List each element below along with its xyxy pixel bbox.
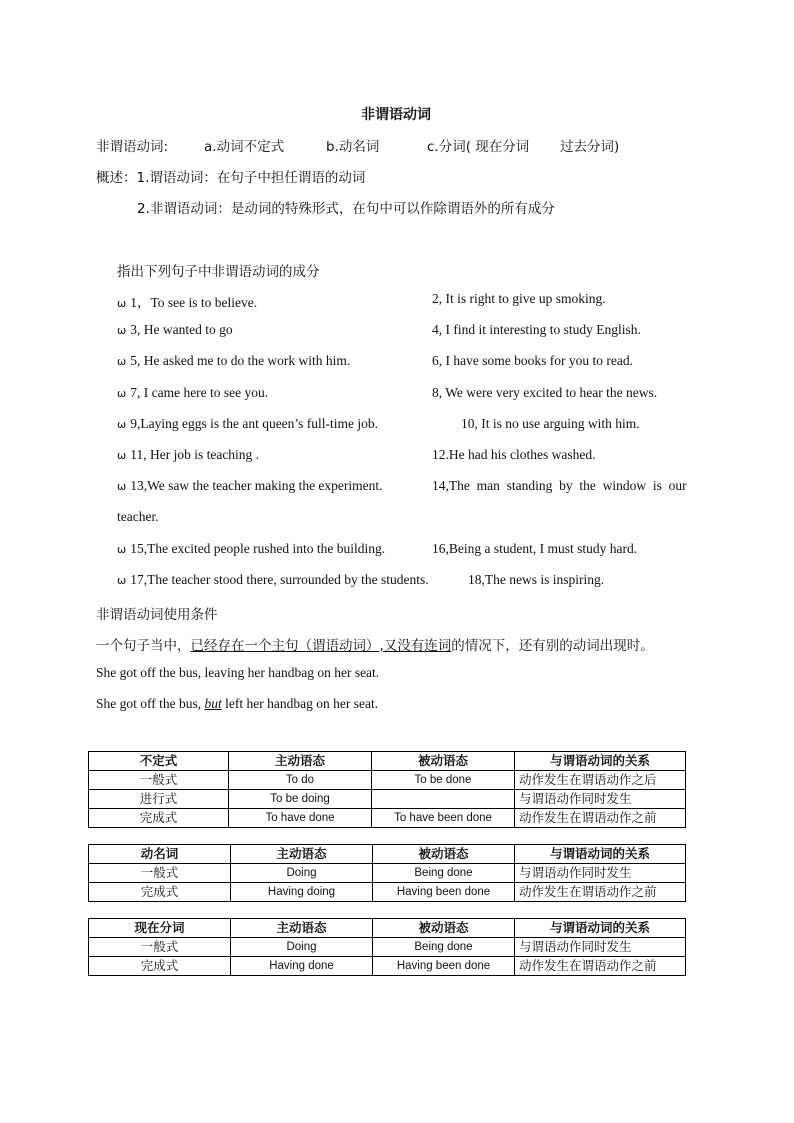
table-cell: Having been done [373, 957, 515, 976]
exercise-item-wrap: teacher. [117, 509, 159, 524]
table-cell: 一般式 [89, 771, 229, 790]
table-cell: 一般式 [89, 864, 231, 883]
table-cell: To do [229, 771, 372, 790]
table-cell: 完成式 [89, 957, 231, 976]
table-cell: To have been done [372, 809, 515, 828]
conditions-rule: 一个句子当中，已经存在一个主句（谓语动词）,又没有连词的情况下，还有别的动词出现时。 [96, 638, 654, 654]
table-row [89, 790, 686, 809]
page-title: 非谓语动词 [361, 107, 431, 123]
exercise-item-right: 16,Being a student, I must study hard. [432, 541, 638, 556]
table-cell: Being done [373, 938, 515, 957]
table-cell: 一般式 [89, 938, 231, 957]
table-row [89, 883, 686, 902]
overview-line2: 2.非谓语动词：是动词的特殊形式，在句中可以作除谓语外的所有成分 [137, 201, 555, 217]
exercise-item-right: 2, It is right to give up smoking. [432, 291, 606, 306]
table-header-row [89, 845, 686, 864]
table-header: 不定式 [89, 752, 229, 771]
table-cell: Being done [373, 864, 515, 883]
table-row [89, 771, 686, 790]
bullet-icon: ω [117, 355, 127, 368]
exercise-item-right: 8, We were very excited to hear the news. [432, 385, 658, 400]
table-header: 与谓语动词的关系 [515, 919, 686, 938]
exercise-item-left: ω 7, I came here to see you. [117, 385, 269, 400]
exercise-item-left: ω 3, He wanted to go [117, 322, 233, 337]
exercise-item-left: ω 1，To see is to believe. [117, 295, 258, 310]
table-cell: To be done [372, 771, 515, 790]
overview-line1: 概述：1.谓语动词：在句子中担任谓语的动词 [96, 170, 366, 186]
table-header: 被动语态 [372, 752, 515, 771]
table-cell: Having doing [231, 883, 373, 902]
conditions-heading: 非谓语动词使用条件 [96, 607, 218, 623]
table-cell [372, 790, 515, 809]
type-b: b.动名词 [326, 139, 380, 155]
table-header: 现在分词 [89, 919, 231, 938]
table-cell: 与谓语动作同时发生 [515, 864, 686, 883]
infinitive-table [88, 751, 686, 828]
table-cell: 进行式 [89, 790, 229, 809]
table-row [89, 957, 686, 976]
table-header-row [89, 752, 686, 771]
table-cell: 动作发生在谓语动作之前 [515, 883, 686, 902]
exercise-item-left: ω 17,The teacher stood there, surrounded by the students. [117, 572, 429, 587]
bullet-icon: ω [117, 324, 127, 337]
table-row [89, 938, 686, 957]
table-header: 被动语态 [373, 919, 515, 938]
table-cell: Having been done [373, 883, 515, 902]
table-header: 动名词 [89, 845, 231, 864]
example-sentence-1: She got off the bus, leaving her handbag on her seat. [96, 665, 380, 680]
bullet-icon: ω [117, 297, 127, 310]
exercise-item-left: ω 11, Her job is teaching . [117, 447, 260, 462]
table-header: 主动语态 [231, 845, 373, 864]
type-a: a.动词不定式 [204, 139, 285, 155]
types-label: 非谓语动词: [96, 139, 169, 155]
table-cell: 动作发生在谓语动作之前 [515, 957, 686, 976]
exercise-heading: 指出下列句子中非谓语动词的成分 [117, 264, 320, 280]
bullet-icon: ω [117, 387, 127, 400]
exercise-item-right: 14,The man standing by the window is our [432, 478, 687, 493]
table-cell: Doing [231, 938, 373, 957]
table-header: 被动语态 [373, 845, 515, 864]
exercise-item-left: ω 5, He asked me to do the work with him. [117, 353, 351, 368]
bullet-icon: ω [117, 480, 127, 493]
type-d: 过去分词) [560, 139, 620, 155]
bullet-icon: ω [117, 574, 127, 587]
gerund-table [88, 844, 686, 902]
table-cell: 完成式 [89, 883, 231, 902]
table-cell: 动作发生在谓语动作之后 [515, 771, 686, 790]
table-cell: 与谓语动作同时发生 [515, 790, 686, 809]
table-cell: To have done [229, 809, 372, 828]
table-row [89, 809, 686, 828]
participle-table [88, 918, 686, 976]
table-cell: Having done [231, 957, 373, 976]
type-c: c.分词( 现在分词 [427, 139, 530, 155]
table-cell: To be doing [229, 790, 372, 809]
table-cell: 动作发生在谓语动作之前 [515, 809, 686, 828]
table-cell: 与谓语动作同时发生 [515, 938, 686, 957]
exercise-item-right: 12.He had his clothes washed. [432, 447, 596, 462]
table-header-row [89, 919, 686, 938]
exercise-item-right: 4, I find it interesting to study English. [432, 322, 641, 337]
exercise-item-right: 10, It is no use arguing with him. [461, 416, 640, 431]
example-sentence-2: She got off the bus, but left her handbag on her seat. [96, 696, 379, 711]
bullet-icon: ω [117, 449, 127, 462]
table-row [89, 864, 686, 883]
table-header: 主动语态 [229, 752, 372, 771]
bullet-icon: ω [117, 418, 127, 431]
table-header: 与谓语动词的关系 [515, 752, 686, 771]
exercise-item-left: ω 13,We saw the teacher making the experiment. [117, 478, 383, 493]
exercise-item-right: 18,The news is inspiring. [468, 572, 605, 587]
table-cell: 完成式 [89, 809, 229, 828]
table-header: 主动语态 [231, 919, 373, 938]
exercise-item-left: ω 15,The excited people rushed into the building. [117, 541, 386, 556]
exercise-item-left: ω 9,Laying eggs is the ant queen’s full-time job. [117, 416, 379, 431]
bullet-icon: ω [117, 543, 127, 556]
table-cell: Doing [231, 864, 373, 883]
table-header: 与谓语动词的关系 [515, 845, 686, 864]
exercise-item-right: 6, I have some books for you to read. [432, 353, 633, 368]
